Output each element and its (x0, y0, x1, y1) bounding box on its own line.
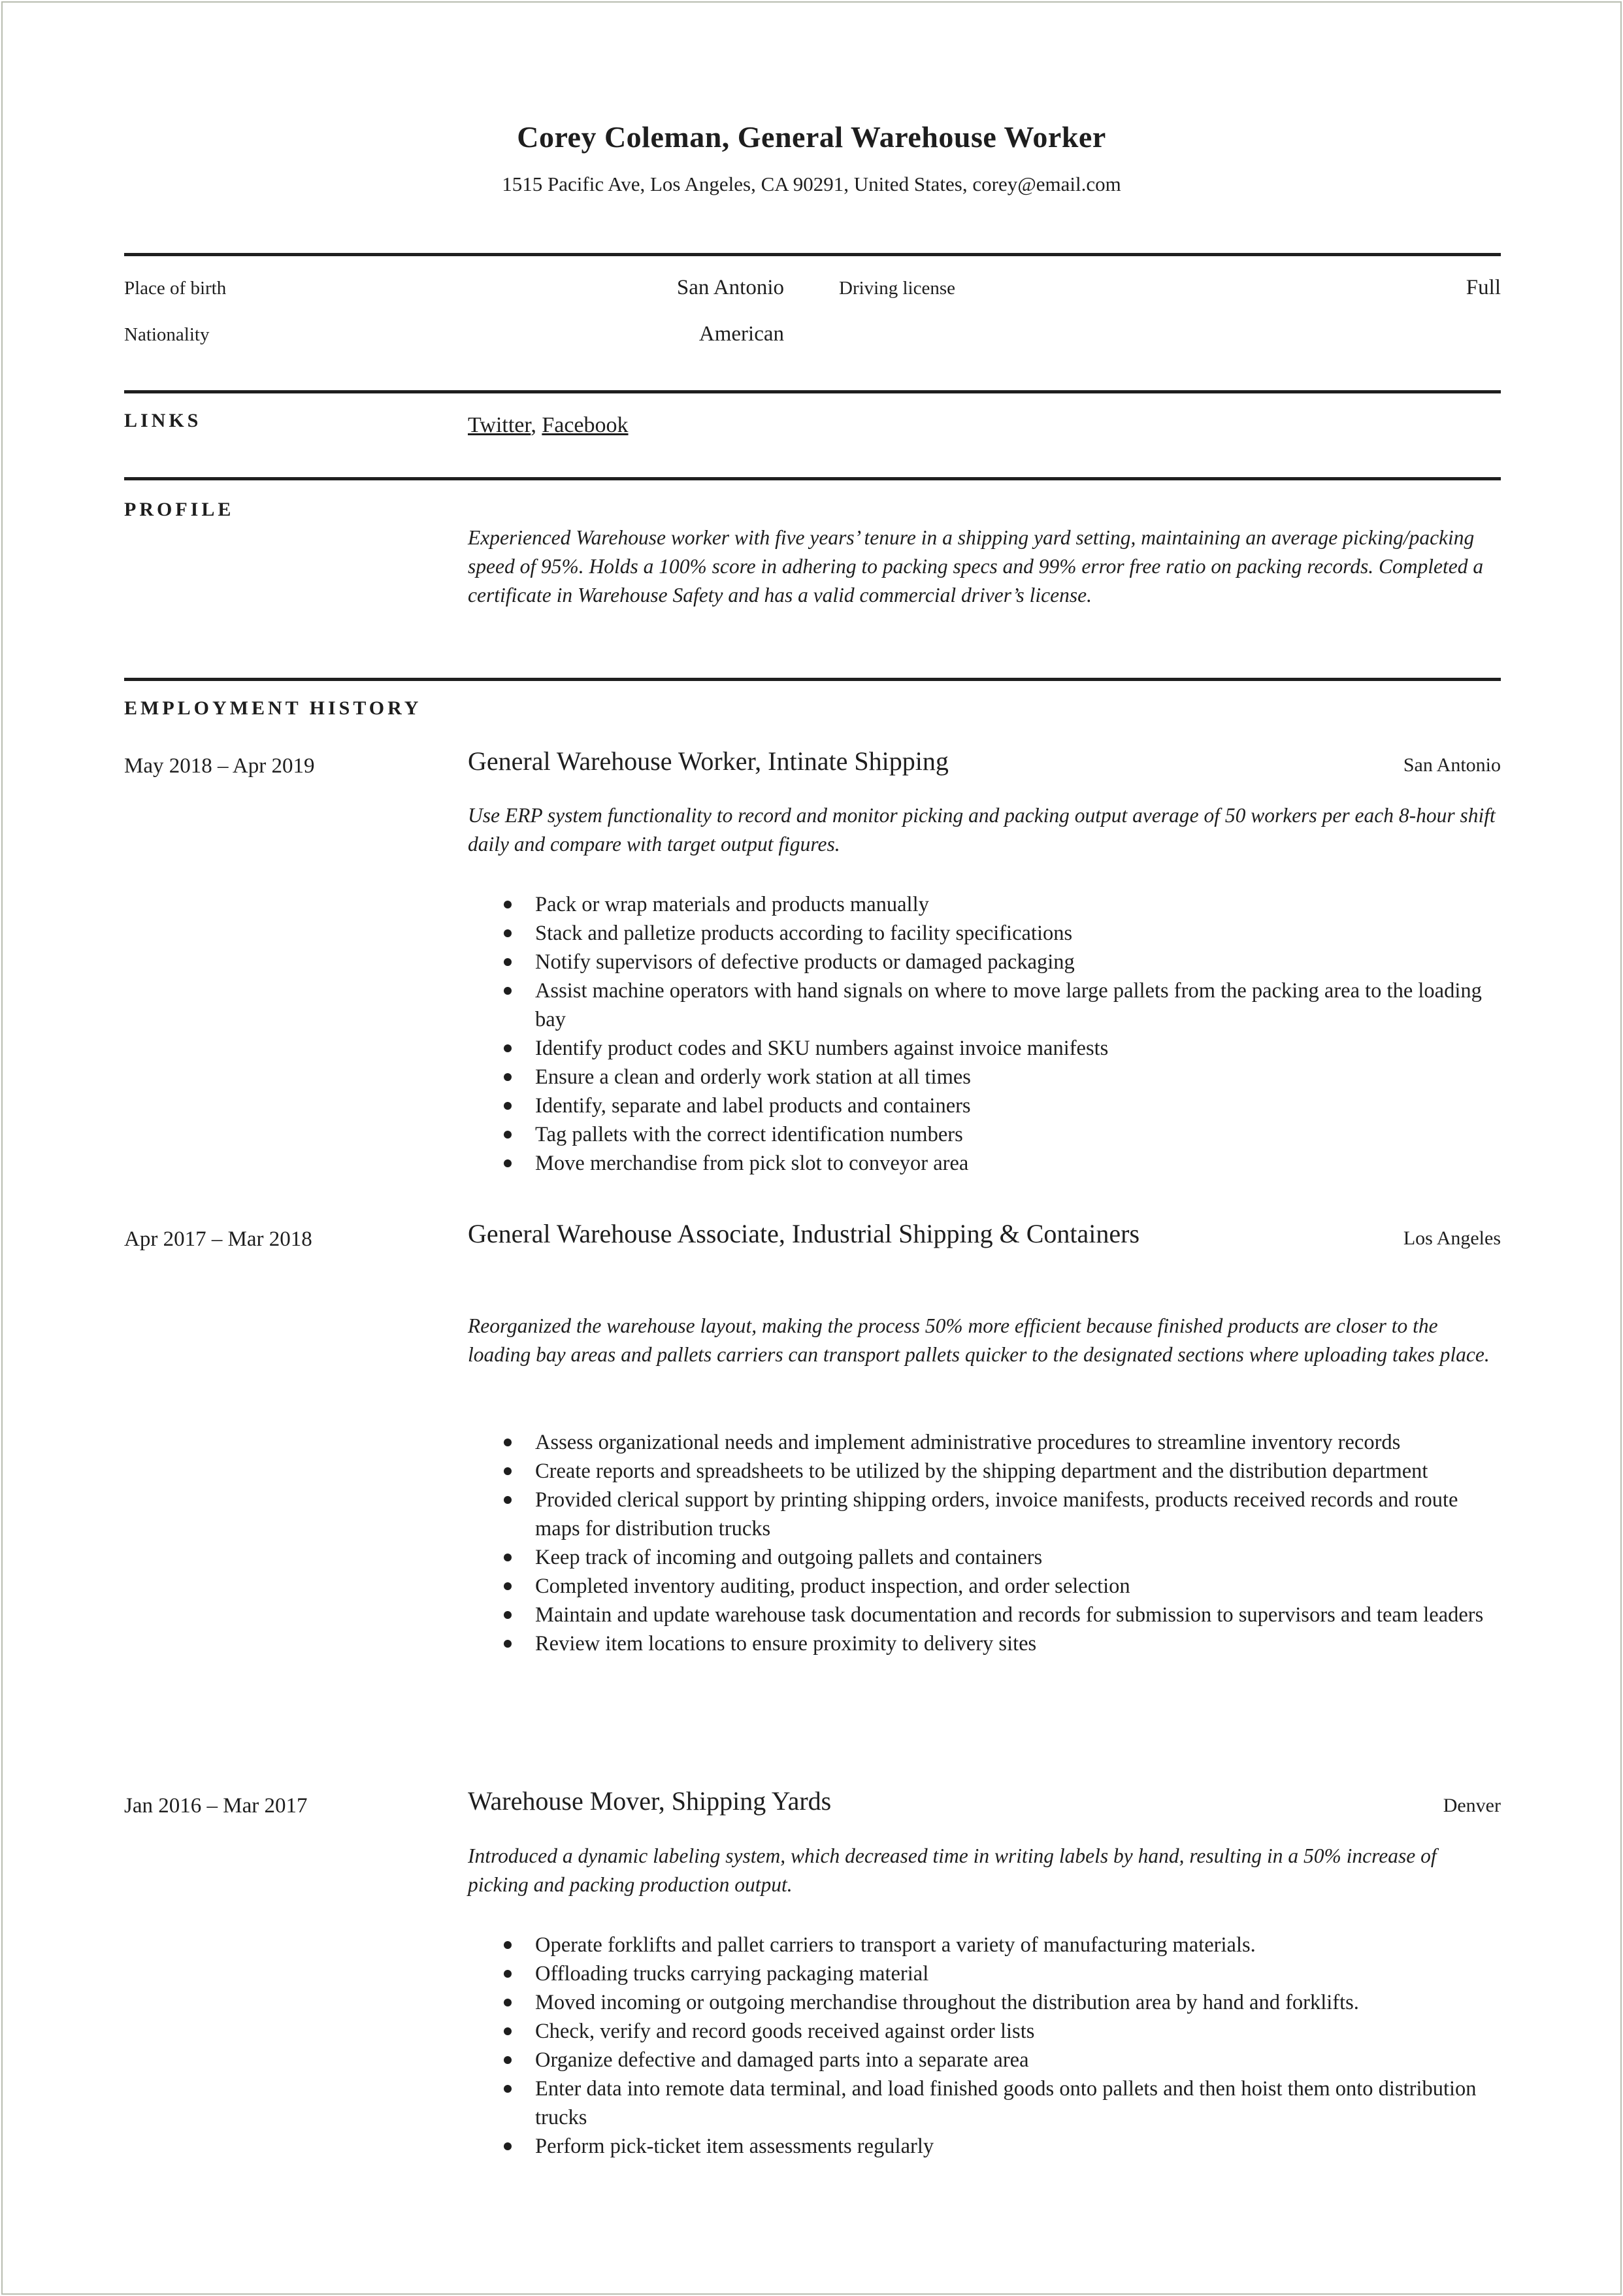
list-item: Create reports and spreadsheets to be utilized by the shipping department and the distribution department (535, 1457, 1502, 1486)
bullet-icon (504, 2027, 512, 2035)
bullet-icon (504, 1640, 512, 1648)
list-item: Identify product codes and SKU numbers against invoice manifests (535, 1034, 1502, 1063)
bullet-icon (504, 1467, 512, 1475)
bullet-icon (504, 1073, 512, 1081)
bullet-icon (504, 2142, 512, 2150)
links-separator: , (531, 413, 536, 437)
candidate-name: Corey Coleman, General Warehouse Worker (517, 120, 1106, 154)
bullet-icon (504, 1582, 512, 1590)
list-item: Maintain and update warehouse task documentation and records for submission to supervisors and team leaders (535, 1601, 1502, 1629)
nationality-value: American (698, 322, 784, 346)
job-dates: Apr 2017 – Mar 2018 (124, 1227, 312, 1251)
job-summary: Introduced a dynamic labeling system, which decreased time in writing labels by hand, resulting in a 50% increase of picking and packing production output. (468, 1844, 1437, 1896)
bullet-icon (504, 1102, 512, 1110)
job-dates: May 2018 – Apr 2019 (124, 754, 315, 778)
bullet-icon (504, 987, 512, 995)
bullet-icon (504, 1941, 512, 1949)
job-dates: Jan 2016 – Mar 2017 (124, 1794, 308, 1818)
place-of-birth-value: San Antonio (676, 276, 784, 299)
profile-text: Experienced Warehouse worker with five years’ tenure in a shipping yard setting, maintaining an average picking/packing speed of 95%. Holds a 100% score in adhering to packing specs and 99% error free ratio on packing records. Completed a certificate in Warehouse Safety and has a valid commercial driver’s license. (468, 526, 1484, 607)
divider (124, 390, 1501, 393)
list-item: Notify supervisors of defective products or damaged packaging (535, 948, 1502, 976)
list-item: Identify, separate and label products and containers (535, 1091, 1502, 1120)
list-item: Moved incoming or outgoing merchandise throughout the distribution area by hand and forklifts. (535, 1988, 1502, 2017)
divider (124, 477, 1501, 480)
job-summary: Reorganized the warehouse layout, making the process 50% more efficient because finished products are closer to the loading bay areas and pallets carriers can transport pallets quicker to the designated sections where uploading takes place. (468, 1314, 1490, 1366)
place-of-birth-label: Place of birth (124, 278, 227, 299)
divider (124, 678, 1501, 681)
job-location: Denver (1443, 1795, 1501, 1816)
resume-header (0, 118, 1623, 197)
bullet-icon (504, 1554, 512, 1561)
list-item: Assess organizational needs and implement administrative procedures to streamline inventory records (535, 1428, 1502, 1457)
list-item: Organize defective and damaged parts into a separate area (535, 2046, 1502, 2074)
job-title: Warehouse Mover, Shipping Yards (468, 1786, 832, 1816)
list-item: Ensure a clean and orderly work station at all times (535, 1063, 1502, 1091)
links-list (468, 412, 629, 439)
nationality-label: Nationality (124, 324, 210, 345)
list-item: Tag pallets with the correct identification numbers (535, 1120, 1502, 1149)
bullet-icon (504, 1999, 512, 2006)
list-item: Perform pick-ticket item assessments regularly (535, 2132, 1502, 2161)
list-item: Completed inventory auditing, product inspection, and order selection (535, 1572, 1502, 1601)
list-item: Enter data into remote data terminal, and load finished goods onto pallets and then hoist them onto distribution trucks (535, 2074, 1502, 2132)
job-bullets (535, 1428, 1502, 1658)
bullet-icon (504, 2056, 512, 2064)
bullet-icon (504, 1611, 512, 1619)
job-title: General Warehouse Worker, Intinate Shipping (468, 746, 949, 776)
job-bullets (535, 1931, 1502, 2161)
bullet-icon (504, 1159, 512, 1167)
profile-section-title: PROFILE (124, 499, 235, 520)
list-item: Provided clerical support by printing shipping orders, invoice manifests, products received records and route maps for distribution trucks (535, 1486, 1502, 1543)
job-bullets (535, 890, 1502, 1178)
bullet-icon (504, 1044, 512, 1052)
job-location: Los Angeles (1403, 1227, 1501, 1249)
bullet-icon (504, 901, 512, 908)
list-item: Pack or wrap materials and products manually (535, 890, 1502, 919)
twitter-link[interactable]: Twitter (468, 413, 531, 437)
job-location: San Antonio (1403, 754, 1501, 776)
facebook-link[interactable]: Facebook (542, 413, 629, 437)
list-item: Assist machine operators with hand signals on where to move large pallets from the packing area to the loading bay (535, 976, 1502, 1034)
employment-section-title: EMPLOYMENT HISTORY (124, 697, 422, 719)
bullet-icon (504, 1439, 512, 1446)
bullet-icon (504, 1496, 512, 1504)
list-item: Operate forklifts and pallet carriers to transport a variety of manufacturing materials. (535, 1931, 1502, 1959)
list-item: Keep track of incoming and outgoing pallets and containers (535, 1543, 1502, 1572)
driving-license-value: Full (1466, 276, 1501, 299)
list-item: Stack and palletize products according to facility specifications (535, 919, 1502, 948)
job-title: General Warehouse Associate, Industrial Shipping & Containers (468, 1219, 1140, 1248)
links-section-title: LINKS (124, 410, 202, 431)
list-item: Offloading trucks carrying packaging material (535, 1959, 1502, 1988)
list-item: Check, verify and record goods received against order lists (535, 2017, 1502, 2046)
divider (124, 253, 1501, 256)
bullet-icon (504, 958, 512, 966)
contact-line: 1515 Pacific Ave, Los Angeles, CA 90291, United States, corey@email.com (502, 173, 1121, 195)
bullet-icon (504, 1131, 512, 1139)
list-item: Review item locations to ensure proximity to delivery sites (535, 1629, 1502, 1658)
bullet-icon (504, 929, 512, 937)
driving-license-label: Driving license (839, 278, 955, 299)
list-item: Move merchandise from pick slot to conveyor area (535, 1149, 1502, 1178)
bullet-icon (504, 2085, 512, 2093)
bullet-icon (504, 1970, 512, 1978)
job-summary: Use ERP system functionality to record and monitor picking and packing output average of 50 workers per each 8-hour shift daily and compare with target output figures. (468, 804, 1496, 856)
